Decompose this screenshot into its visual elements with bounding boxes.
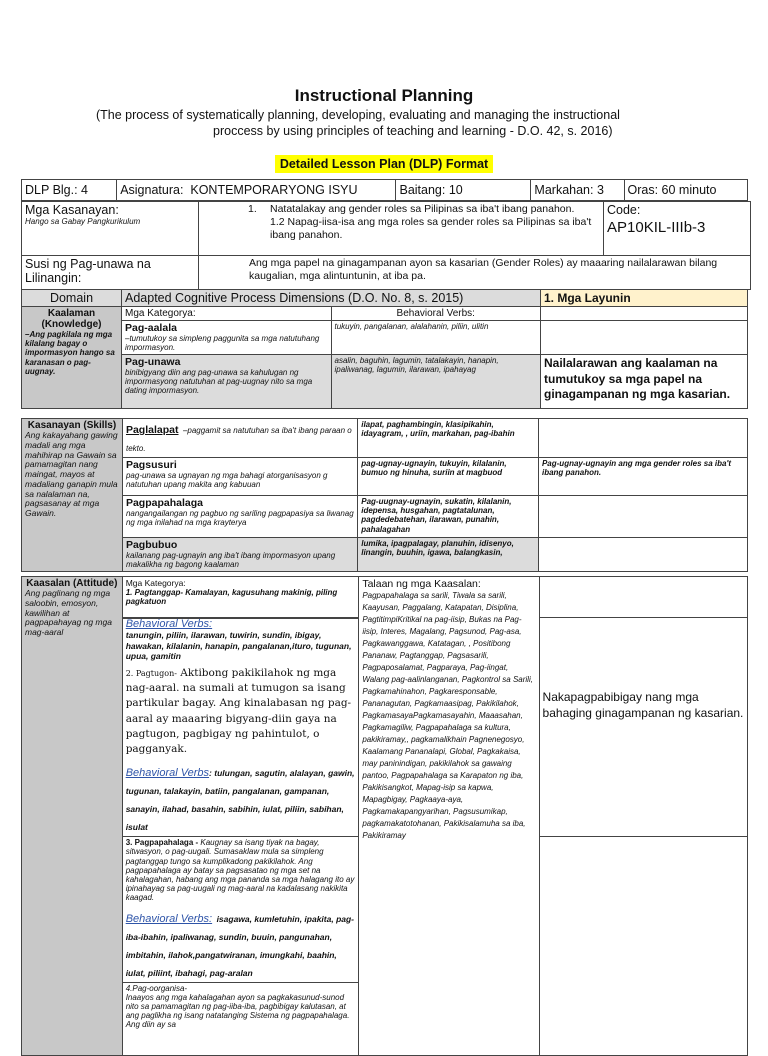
verbs-header: Behavioral Verbs: <box>331 307 541 321</box>
talaan-list: Pagpapahalaga sa sarili, Tiwala sa sarili, Kaayusan, Paggalang, Katapatan, Disiplina, PagtitimpiKritikal na pag-iisip, Bukas na Pag-iisip, Interes, Magalang, Pagsunod, Pag-asa, Pagkawanggawa, Katatagan, , Positibong Pananaw, Pagtanggap, Pagsasarili, Pagpaposalamat, Pagparaya, Pag-iingat, Walang pag-aalinlanganan, Pagkontrol sa Sarili, Pagkamahinahon, Pagkaresponsable, Pananagutan, Pagkamaasipag, Pakikilahok, PagkamasayaPagkamasayahin, Maaasahan, Pagkamagiliw, Pagpapahalaga sa kultura, pakikiramay,, pagkamalikhain Pagnenegosyo, Kaalamang Pananalapi, Global, Pagkakaisa, may paninindigan, pakikilahok sa gawaing pantoo, Pagpapahalaga sa Karapaton ng iba, Pakikisangkot, Mapag-isip sa kapwa, Mapagbigay, Pagkaaya-aya, Pagkamakapangyarihan, Pagsusumikap, pagkamakatotohanan, Pakikisalamuha sa iba, Pakikiramay <box>362 591 533 840</box>
pag-unawa-cell: Pag-unawa binibigyang diin ang pag-unawa sa kahulugan ng impormasyong natutuhan at pag-uugnay nito sa mga dating impormasyon. <box>122 355 332 409</box>
baitang: Baitang: 10 <box>396 180 531 201</box>
page-title: Instructional Planning <box>294 86 474 105</box>
pagsusuri-cell: Pagsusuri pag-unawa sa ugnayan ng mga bahagi atorganisasyon g natutuhan upang makita ang kabuuan <box>122 458 357 496</box>
pag-aalala-verbs: tukuyin, pangalanan, alalahanin, piliin, ulitin <box>331 321 541 355</box>
oras: Oras: 60 minuto <box>624 180 747 201</box>
pagbubuo-verbs: lumika, ipagpalagay, planuhin, idisenyo, linangin, buuhin, igawa, balangkasin, <box>358 538 539 572</box>
domain-header: Domain <box>22 290 122 307</box>
layunin-header: 1. Mga Layunin <box>541 290 748 307</box>
pagpapahalaga-cell: Pagpapahalaga nangangailangan ng pagbuo ng sariling pagpapasiya sa liwanag ng mga inilahad na mga krayterya <box>122 496 357 538</box>
info-table <box>21 179 748 201</box>
kasanayan-items: 1. Natatalakay ang gender roles sa Pilipinas sa iba't ibang panahon. 1.2 Napag-iisa-isa ang mga roles sa gender roles sa Pilipinas sa iba't ibang panahon. <box>199 202 604 256</box>
pag-aalala-cell: Pag-aalala –tumutukoy sa simpleng paggunita sa mga natutuhang impormasyon. <box>122 321 332 355</box>
skills-table <box>21 418 748 572</box>
susi-label: Susi ng Pag-unawa na Lilinangin: <box>22 256 199 290</box>
code-label: Code: <box>607 203 641 217</box>
kasanayan-label: Mga Kasanayan: <box>25 203 119 217</box>
code-cell <box>604 202 751 256</box>
adapted-header: Adapted Cognitive Process Dimensions (D.O. No. 8, s. 2015) <box>122 290 541 307</box>
k3-cell: 3. Pagpapahalaga - Kaugnay sa isang tiyak na bagay, sitwasyon, o pag-uugali. Sumasaklaw mula sa simpleng pagtanggap tungo sa kumplikadong pakikilahok. Ang pagpapahalaga ay batay sa pagsasatao ng mga set na kahalagahan, habang ang mga pananda sa mga halagang ito ay ipinahayag sa pag-uugali ng mag-aaral na kadalasang nakikita kaagad. Behavioral Verbs: isagawa, kumletuhin, ipakita, pag-iba-ibahin, ipaliwanag, sundin, buuin, pangunahan, imbitahin, ilahok,pangatwiranan, imungkahi, baahin, iulat, piliint, ibahagi, pag-aralan <box>122 837 359 982</box>
paglalapat-cell: Paglalapat –paggamit sa natutuhan sa iba't ibang paraan o tekto. <box>122 419 357 458</box>
k2-cell: Behavioral Verbs: tanungin, piliin, ilarawan, tuwirin, sundin, ibigay, hawakan, kilalanin, hanapin, pangalanan,ituro, tugunan, upua, gamitin 2. Pagtugon- Aktibong pakikilahok ng mga nag-aaral. na sumali at tumugon sa isang partikular bagay. Ang kinalabasan ng pag-aaral ay maaaring bigyang-diin gaya na pagtugon, pagbigay ng pahintulot, o pagganyak. Behavioral Verbs: tulungan, sagutin, alalayan, gawin, tugunan, talakayin, batiin, pangalanan, gampanan, sanayin, ilahad, basahin, sabihin, iulat, piliin, sabihan, isulat <box>122 619 359 837</box>
code-value: AP10KIL-IIIb-3 <box>607 219 706 236</box>
kaalaman-desc: –Ang pagkilala ng mga kilalang bagay o impormasyon hango sa karanasan o pag-uugnay. <box>25 330 115 376</box>
attitude-table <box>21 576 748 1056</box>
kaalaman-outcome: Nailalarawan ang kaalaman na tumutukoy sa mga papel na ginagampanan ng mga kasarian. <box>541 355 748 409</box>
subtitle-line1: (The process of systematically planning, developing, evaluating and managing the instructional <box>96 108 620 122</box>
kasanayan-item1: Natatalakay ang gender roles sa Pilipinas sa iba't ibang panahon. <box>270 203 575 215</box>
markahan: Markahan: 3 <box>531 180 624 201</box>
kategorya-header: Mga Kategorya: <box>122 307 332 321</box>
dlp-format-heading: Detailed Lesson Plan (DLP) Format <box>275 155 493 173</box>
kaalaman-domain: Kaalaman (Knowledge) –Ang pagkilala ng mga kilalang bagay o impormasyon hango sa karanasan o pag-uugnay. <box>22 307 122 409</box>
pag-unawa-verbs: asalin, baguhin, lagumin, tatalakayin, hanapin, ipaliwanag, lagumin, ilarawan, ipahayag <box>331 355 541 409</box>
k1-cell: Mga Kategorya: 1. Pagtanggap- Kamalayan, kagusuhang makinig, piling pagkatuon <box>122 577 359 618</box>
attitude-desc: Ang paglinang ng mga saloobin, emosyon, kawilihan at pagpapahayag ng mga mag-aaral <box>25 588 112 638</box>
k4-cell: 4.Pag-oorganisa- Inaayos ang mga kahalagahan ayon sa pagkakasunud-sunod nito sa pamamagitan ng pag-iiba-iba, pagbibigay kalutasan, at ang paglikha ng isang natatanging Sistema ng pagpapahalaga. Ang diin ay sa <box>122 982 359 1055</box>
kaalaman-table <box>21 289 748 409</box>
paglalapat-verbs: ilapat, paghambingin, klasipikahin, idayagram, , uriin, markahan, pag-ibahin <box>358 419 539 458</box>
kasanayan-cell <box>22 202 199 256</box>
pagsusuri-verbs: pag-ugnay-ugnayin, tukuyin, kilalanin, bumuo ng hinuha, suriin at magbuod <box>358 458 539 496</box>
asignatura: Asignatura: KONTEMPORARYONG ISYU <box>117 180 396 201</box>
competency-table <box>21 201 751 290</box>
kasanayan-item2: 1.2 Napag-iisa-isa ang mga roles sa gender roles sa Pilipinas sa iba't ibang panahon. <box>270 216 592 242</box>
kasanayan-note: Hango sa Gabay Pangkurikulum <box>25 217 141 226</box>
attitude-outcome: Nakapagpabibigay nang mga bahaging ginagampanan ng kasarian. <box>539 618 747 837</box>
subtitle-line2: proccess by using principles of teaching and learning - D.O. 42, s. 2016) <box>213 124 613 138</box>
talaan-cell: Talaan ng mga Kaasalan: Pagpapahalaga sa sarili, Tiwala sa sarili, Kaayusan, Paggalang, Katapatan, Disiplina, PagtitimpiKritikal na pag-iisip, Bukas na Pag-iisip, Interes, Magalang, Pagsunod, Pag-asa, Pagkawanggawa, Katatagan, , Positibong Pananaw, Pagtanggap, Pagsasarili, Pagpaposalamat, Pagparaya, Pag-iingat, Walang pag-aalinlanganan, Pagkontrol sa Sarili, Pagkamahinahon, Pagkaresponsable, Pananagutan, Pagkamaasipag, Pakikilahok, PagkamasayaPagkamasayahin, Maaasahan, Pagkamagiliw, Pagpapahalaga sa kultura, pakikiramay,, pagkamalikhain Pagnenegosyo, Kaalamang Pananalapi, Global, Pagkakaisa, may paninindigan, pakikilahok sa gawaing pantoo, Pagpapahalaga sa Karapaton ng iba, Pakikisangkot, Mapag-isip sa kapwa, Mapagbigay, Pagkaaya-aya, Pagkamakapangyarihan, Pagsusumikap, pagkamakatotohanan, Pakikisalamuha sa iba, Pakikiramay <box>359 577 539 1056</box>
pagpapahalaga-verbs: Pag-uugnay-ugnayin, sukatin, kilalanin, idepensa, husgahan, pagtatalunan, pagdedebatehan, ilarawan, punahin, pahalagahan <box>358 496 539 538</box>
dlp-number: DLP Blg.: 4 <box>22 180 117 201</box>
skills-desc: Ang kakayahang gawing madali ang mga mahihirap na Gawain sa pamamagitan nang maingat, mayos at madaliang ganapin mula sa nalalaman na, pagsasanay at mga Gawain. <box>25 430 118 519</box>
pagbubuo-cell: Pagbubuo kailanang pag-ugnayin ang iba't ibang impormasyon upang makalikha ng bagong kaalaman <box>122 538 357 572</box>
skills-outcome: Pag-ugnay-ugnayin ang mga gender roles sa iba't ibang panahon. <box>538 458 747 496</box>
susi-text: Ang mga papel na ginagampanan ayon sa kasarian (Gender Roles) ay maaaring nailalarawan bilang kaugalian, mga alintuntunin, at iba pa. <box>199 256 751 290</box>
skills-domain: Kasanayan (Skills) Ang kakayahang gawing madali ang mga mahihirap na Gawain sa pamamagitan nang maingat, mayos at madaliang ganapin mula sa nalalaman na, pagsasanay at mga Gawain. <box>22 419 123 572</box>
attitude-domain: Kaasalan (Attitude) Ang paglinang ng mga saloobin, emosyon, kawilihan at pagpapahayag ng mga mag-aaral <box>22 577 123 1056</box>
